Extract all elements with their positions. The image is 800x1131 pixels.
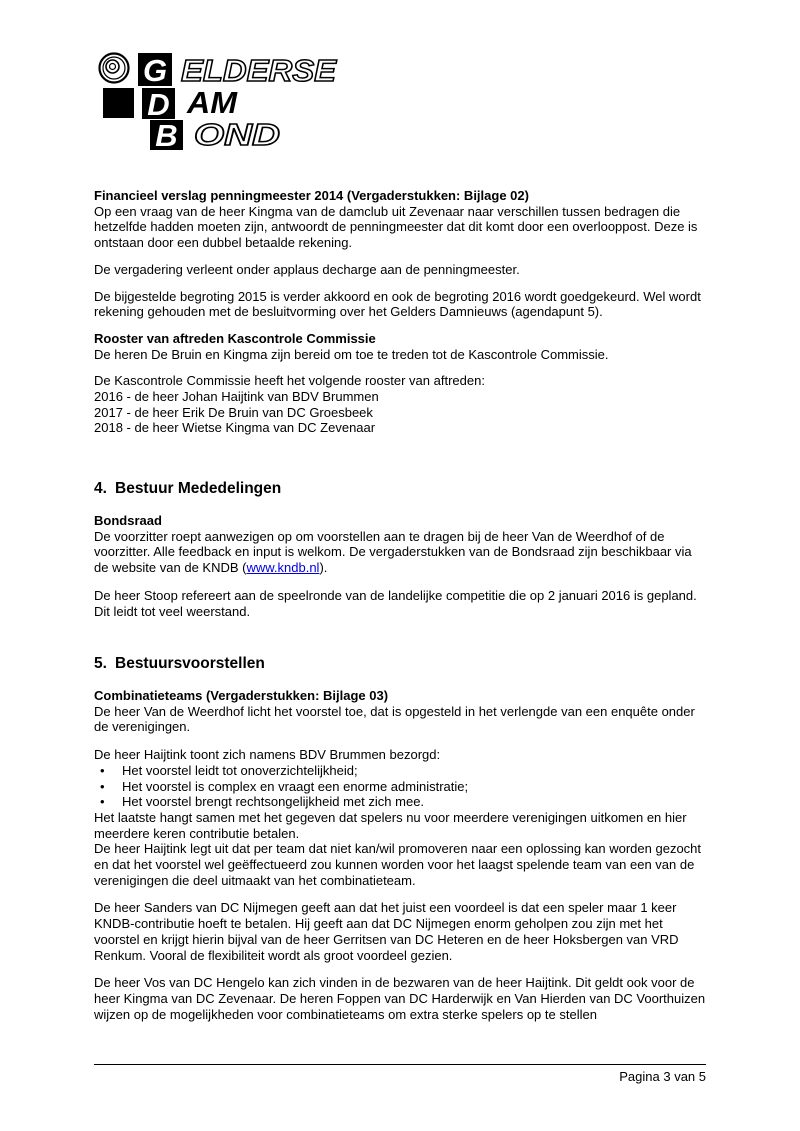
bullet-icon: •: [100, 762, 105, 778]
heading-combinatieteams: Combinatieteams (Vergaderstukken: Bijlage 03): [94, 688, 389, 703]
paragraph-sanders-voordeel: De heer Sanders van DC Nijmegen geeft aan dat het juist een voordeel is dat een speler maar 1 keer KNDB-contributie hoeft te betalen. Hij geeft aan dat DC Nijmegen enorm geholpen zou zijn met het voorstel en krijgt hierin bijval van de heer Gerritsen van DC Heteren en de heer Hoksbergen van VRD Renkum. Vooral de flexibiliteit wordt als groot voordeel gezien.: [94, 900, 679, 963]
bullet-text-rechtsongelijkheid: Het voorstel brengt rechtsongelijkheid met zich mee.: [122, 794, 425, 810]
paragraph-haijtink-bezorgd: De heer Haijtink toont zich namens BDV Brummen bezorgd:: [94, 747, 441, 763]
section-4-title: Bestuur Mededelingen: [115, 480, 282, 497]
heading-section-4: [94, 480, 708, 498]
list-item: [94, 763, 708, 779]
rooster-year-2018: 2018 - de heer Wietse Kingma van DC Zevenaar: [94, 420, 376, 436]
paragraph-vos-bezwaren: De heer Vos van DC Hengelo kan zich vinden in de bezwaren van de heer Haijtink. Dit geldt ook voor de heer Kingma van DC Zevenaar. De heren Foppen van DC Harderwijk en Van Hierden van DC Voorthuizen wijzen op de mogelijkheden voor combinatieteams om extra sterke spelers op te stellen: [94, 975, 706, 1022]
heading-financieel-verslag: Financieel verslag penningmeester 2014 (Vergaderstukken: Bijlage 02): [94, 188, 529, 203]
bullet-text-administratie: Het voorstel is complex en vraagt een enorme administratie;: [122, 778, 469, 794]
logo-word-ond: OND: [194, 117, 280, 152]
bondsraad-text-before-link: De voorzitter roept aanwezigen op om voorstellen aan te dragen bij de heer Van de Weerdhof of de voorzitter. Alle feedback en input is welkom. De vergaderstukken van de Bondsraad zijn beschikbaar via de website van de KNDB (: [94, 528, 692, 576]
paragraph-overlooppost: Op een vraag van de heer Kingma van de damclub uit Zevenaar naar verschillen tussen bedragen die hetzelfde hadden moeten zijn, antwoordt de penningmeester dat dit komt door een overlooppost. Deze is ontstaan door een dubbel betaalde rekening.: [94, 203, 698, 251]
logo-letter-b: B: [155, 118, 178, 152]
section-financieel-verslag: [94, 188, 708, 436]
logo-letter-d: D: [147, 87, 170, 122]
bezwaren-list: [94, 763, 708, 810]
section-4-number: 4.: [94, 480, 107, 497]
heading-section-5: [94, 655, 708, 673]
paragraph-contributie: Het laatste hangt samen met het gegeven dat spelers nu voor meerdere verenigingen uitkomen en hier meerdere keren contributie betalen.: [94, 809, 687, 841]
list-item: [94, 779, 708, 795]
heading-bondsraad: Bondsraad: [94, 513, 162, 528]
page-number: Pagina 3 van 5: [619, 1069, 706, 1084]
section-bestuursvoorstellen: [94, 655, 708, 1022]
list-item: [94, 794, 708, 810]
gelderse-dambond-logo: [95, 48, 345, 152]
paragraph-toetreden: De heren De Bruin en Kingma zijn bereid om toe te treden tot de Kascontrole Commissie.: [94, 346, 609, 362]
bullet-icon: •: [100, 794, 105, 810]
logo-word-am: AM: [185, 85, 239, 120]
paragraph-rooster-intro: De Kascontrole Commissie heeft het volgende rooster van aftreden:: [94, 373, 485, 389]
rooster-year-2016: 2016 - de heer Johan Haijtink van BDV Brummen: [94, 389, 379, 405]
section-bestuur-mededelingen: [94, 480, 708, 619]
kndb-website-link[interactable]: www.kndb.nl: [246, 560, 320, 576]
logo-letter-g: G: [142, 53, 168, 88]
logo-graphic: [95, 48, 345, 152]
heading-rooster-aftreden: Rooster van aftreden Kascontrole Commissie: [94, 330, 376, 346]
bondsraad-text-after-link: ).: [319, 560, 328, 576]
paragraph-begroting: De bijgestelde begroting 2015 is verder akkoord en ook de begroting 2016 wordt goedgekeurd. Wel wordt rekening gehouden met de besluitvorming over het Gelders Damnieuws (agendapunt 5).: [94, 288, 701, 320]
paragraph-stoop-speelronde: De heer Stoop refereert aan de speelronde van de landelijke competitie die op 2 januari 2016 is gepland. Dit leidt tot veel weerstand.: [94, 587, 697, 619]
bullet-text-onoverzichtelijkheid: Het voorstel leidt tot onoverzichtelijkheid;: [122, 762, 358, 778]
logo-square-blank: [103, 88, 134, 118]
paragraph-bondsraad: [94, 529, 708, 576]
paragraph-promoveren: De heer Haijtink legt uit dat per team dat niet kan/wil promoveren naar een oplossing kan worden gezocht en dat het voorstel wel geëffectueerd zou kunnen worden voor het laagst spelende team van een van de verenigingen die deel uitmaakt van het combinatieteam.: [94, 841, 702, 888]
rooster-year-2017: 2017 - de heer Erik De Bruin van DC Groesbeek: [94, 404, 373, 420]
section-5-title: Bestuursvoorstellen: [115, 655, 265, 672]
footer-divider: [94, 1064, 706, 1065]
bullet-icon: •: [100, 778, 105, 794]
logo-word-elderse: ELDERSE: [181, 53, 338, 88]
dam-stone-icon: [100, 54, 129, 83]
paragraph-voorstel-toelichting: De heer Van de Weerdhof licht het voorstel toe, dat is opgesteld in het verlengde van een enquête onder de verenigingen.: [94, 703, 695, 735]
paragraph-decharge: De vergadering verleent onder applaus decharge aan de penningmeester.: [94, 261, 520, 277]
section-5-number: 5.: [94, 655, 107, 672]
